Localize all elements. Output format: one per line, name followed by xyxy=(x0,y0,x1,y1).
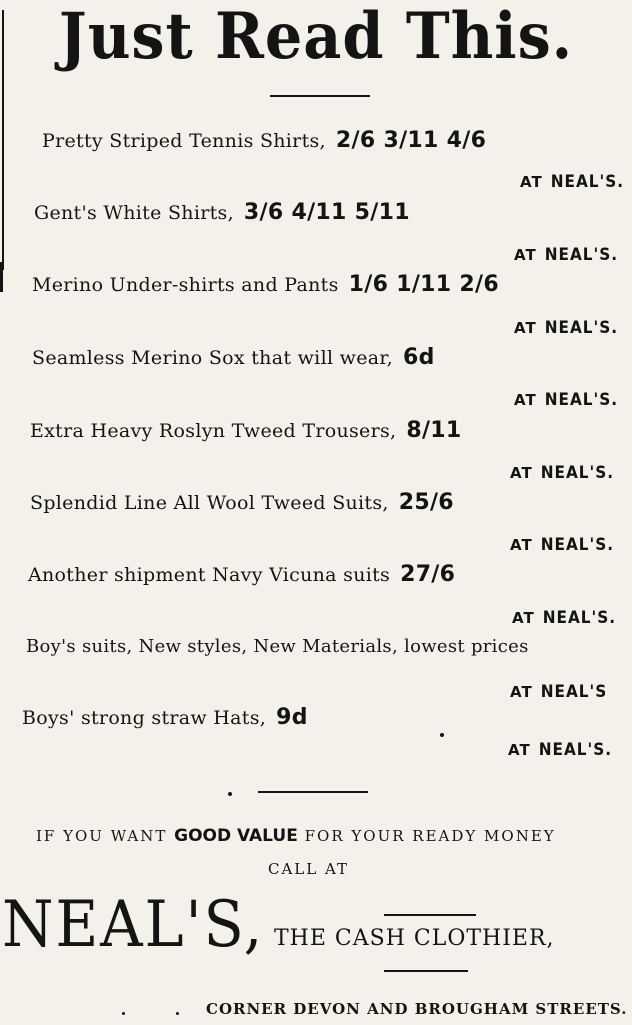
divider xyxy=(270,95,370,97)
item-price: 1/6 xyxy=(348,272,389,297)
store-name: NEAL'S. xyxy=(538,740,613,760)
store-name: NEAL'S. xyxy=(550,172,625,192)
list-item xyxy=(34,200,410,225)
item-price: 27/6 xyxy=(400,562,456,587)
store-name: NEAL'S xyxy=(540,682,608,702)
ink-speck xyxy=(440,733,444,737)
item-price: 8/11 xyxy=(406,418,462,443)
store-tag: AT NEAL'S. xyxy=(514,245,619,265)
store-name: NEAL'S. xyxy=(540,463,615,483)
item-description: Splendid Line All Wool Tweed Suits, xyxy=(30,492,389,514)
item-price: 3/11 xyxy=(383,128,439,153)
store-tag: AT NEAL'S xyxy=(510,682,608,702)
list-item xyxy=(26,636,529,657)
store-tag: AT NEAL'S. xyxy=(514,390,619,410)
item-price: 1/11 xyxy=(396,272,452,297)
item-description: Seamless Merino Sox that will wear, xyxy=(32,347,394,369)
item-price: 2/6 xyxy=(335,128,376,153)
item-price: 6d xyxy=(403,345,435,370)
store-name: NEAL'S. xyxy=(544,390,619,410)
divider xyxy=(384,970,468,972)
list-item xyxy=(32,272,499,297)
store-tag: AT NEAL'S. xyxy=(510,535,615,555)
item-description: Boy's suits, New styles, New Materials, lowest prices xyxy=(26,636,529,657)
item-description: Gent's White Shirts, xyxy=(34,202,234,224)
store-tagline: THE CASH CLOTHIER, xyxy=(274,926,555,951)
item-description: Another shipment Navy Vicuna suits xyxy=(28,564,391,586)
store-name: NEAL'S. xyxy=(544,318,619,338)
store-name: NEAL'S. xyxy=(542,608,617,628)
ink-speck xyxy=(176,1012,179,1015)
item-price: 4/6 xyxy=(446,128,487,153)
item-description: Pretty Striped Tennis Shirts, xyxy=(42,130,326,152)
store-name: NEAL'S. xyxy=(540,535,615,555)
divider xyxy=(258,791,368,793)
list-item xyxy=(28,562,455,587)
page-edge-mark xyxy=(0,262,3,292)
store-tag: AT NEAL'S. xyxy=(514,318,619,338)
call-at-line: CALL AT xyxy=(268,860,350,878)
call-to-action: IF YOU WANT GOOD VALUE FOR YOUR READY MONEY xyxy=(36,826,556,846)
list-item xyxy=(32,345,435,370)
list-item xyxy=(42,128,486,153)
item-price: 5/11 xyxy=(354,200,410,225)
page-edge-mark xyxy=(2,10,4,270)
item-price: 2/6 xyxy=(459,272,499,297)
cta-emphasis: GOOD VALUE xyxy=(174,826,298,846)
item-description: Merino Under-shirts and Pants xyxy=(32,274,339,296)
divider xyxy=(384,914,476,916)
ink-speck xyxy=(228,792,232,796)
item-price: 3/6 xyxy=(243,200,284,225)
ink-speck xyxy=(122,1012,125,1015)
store-tag: AT NEAL'S. xyxy=(508,740,613,760)
item-description: Boys' strong straw Hats, xyxy=(22,707,267,729)
store-tag: AT NEAL'S. xyxy=(520,172,625,192)
list-item xyxy=(22,705,308,730)
store-tag: AT NEAL'S. xyxy=(512,608,617,628)
store-name: NEAL'S. xyxy=(544,245,619,265)
item-price: 25/6 xyxy=(398,490,454,515)
store-tag: AT NEAL'S. xyxy=(510,463,615,483)
item-price: 9d xyxy=(276,705,308,730)
item-description: Extra Heavy Roslyn Tweed Trousers, xyxy=(30,420,397,442)
list-item xyxy=(30,418,462,443)
headline: Just Read This. xyxy=(58,0,574,74)
list-item xyxy=(30,490,454,515)
item-price: 4/11 xyxy=(291,200,347,225)
store-brand-name: NEAL'S, xyxy=(2,888,265,962)
store-address: CORNER DEVON AND BROUGHAM STREETS. xyxy=(206,1000,628,1018)
